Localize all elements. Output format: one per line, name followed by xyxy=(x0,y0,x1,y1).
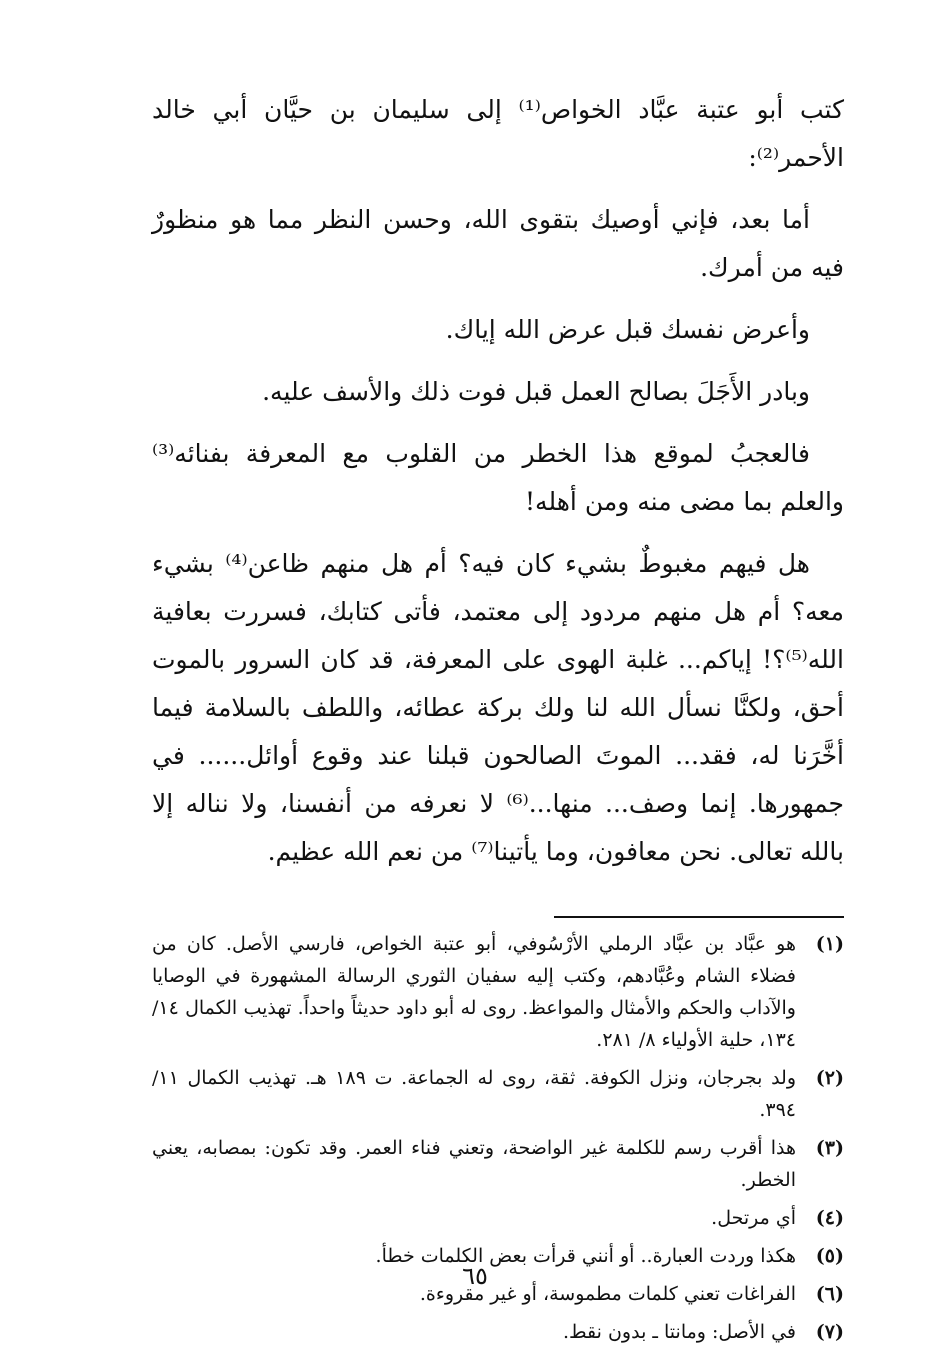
footnote-2 xyxy=(152,1062,844,1126)
footnote-number: (٣) xyxy=(815,1137,844,1159)
footnote-divider xyxy=(554,916,844,918)
footnote-number: (١) xyxy=(815,933,844,955)
paragraph-4: وبادر الأَجَلَ بصالح العمل قبل فوت ذلك والأسف عليه. xyxy=(262,377,810,406)
footnote-4 xyxy=(152,1202,844,1234)
paragraph-5: فالعجبُ لموقع هذا الخطر من القلوب مع المعرفة بفنائه⁽³⁾ والعلم بما مضى منه ومن أهله! xyxy=(152,439,844,516)
paragraph-3: وأعرض نفسك قبل عرض الله إياك. xyxy=(445,315,810,344)
paragraph-2: أما بعد، فإني أوصيك بتقوى الله، وحسن النظر مما هو منظورٌ فيه من أمرك. xyxy=(152,205,844,282)
footnote-text: هو عبَّاد بن عبَّاد الرملي الأرْسُوفي، أبو عتبة الخواص، فارسي الأصل. كان من فضلاء الشام وعُبَّادهم، وكتب إليه سفيان الثوري الرسالة المشهورة في الوصايا والآداب والحكم والأمثال والمواعظ. روى له أبو داود حديثاً واحداً. تهذيب الكمال ١٤/ ١٣٤، حلية الأولياء ٨/ ٢٨١. xyxy=(152,933,796,1051)
footnote-number: (٢) xyxy=(815,1067,844,1089)
footnote-1 xyxy=(152,928,844,1056)
footnote-text: ولد بجرجان، ونزل الكوفة. ثقة، روى له الجماعة. ت ١٨٩ هـ. تهذيب الكمال ١١/ ٣٩٤. xyxy=(152,1067,797,1121)
footnote-7 xyxy=(152,1316,844,1348)
footnote-text: في الأصل: ومانتا ـ بدون نقط. xyxy=(562,1321,796,1343)
paragraph-6: هل فيهم مغبوطٌ بشيء كان فيه؟ أم هل منهم ظاعن⁽⁴⁾ بشيء معه؟ أم هل منهم مردود إلى معتمد، فأتى كتابك، فسررت بعافية الله⁽⁵⁾؟! إياكم... غلبة الهوى على المعرفة، قد كان السرور بالموت أحق، ولكنَّا نسأل الله لنا ولك بركة عطائه، واللطف بالسلامة فيما أخَّرَنا له، فقد... الموتَ الصالحون قبلنا عند وقوع أوائل...... في جمهورها. إنما وصف... منها...⁽⁶⁾ لا نعرفه من أنفسنا، ولا نناله إلا بالله تعالى. نحن معافون، وما يأتينا⁽⁷⁾ من نعم الله عظيم. xyxy=(152,549,844,866)
footnote-number: (٤) xyxy=(815,1207,844,1229)
footnote-number: (٦) xyxy=(815,1283,844,1305)
footnote-text: هذا أقرب رسم للكلمة غير الواضحة، وتعني فناء العمر. وقد تكون: بمصابه، يعني الخطر. xyxy=(152,1137,796,1191)
footnote-number: (٧) xyxy=(815,1321,844,1343)
paragraph-1: كتب أبو عتبة عبَّاد الخواص⁽¹⁾ إلى سليمان بن حيَّان أبي خالد الأحمر⁽²⁾: xyxy=(152,95,844,172)
main-text xyxy=(152,86,844,876)
footnote-3 xyxy=(152,1132,844,1196)
footnote-text: هكذا وردت العبارة.. أو أنني قرأت بعض الكلمات خطأ. xyxy=(375,1245,796,1267)
footnote-text: الفراغات تعني كلمات مطموسة، أو غير مقروءة. xyxy=(419,1283,796,1305)
footnote-number: (٥) xyxy=(815,1245,844,1267)
footnote-text: أي مرتحل. xyxy=(711,1207,796,1229)
page-number: ٦٥ xyxy=(462,1262,488,1290)
